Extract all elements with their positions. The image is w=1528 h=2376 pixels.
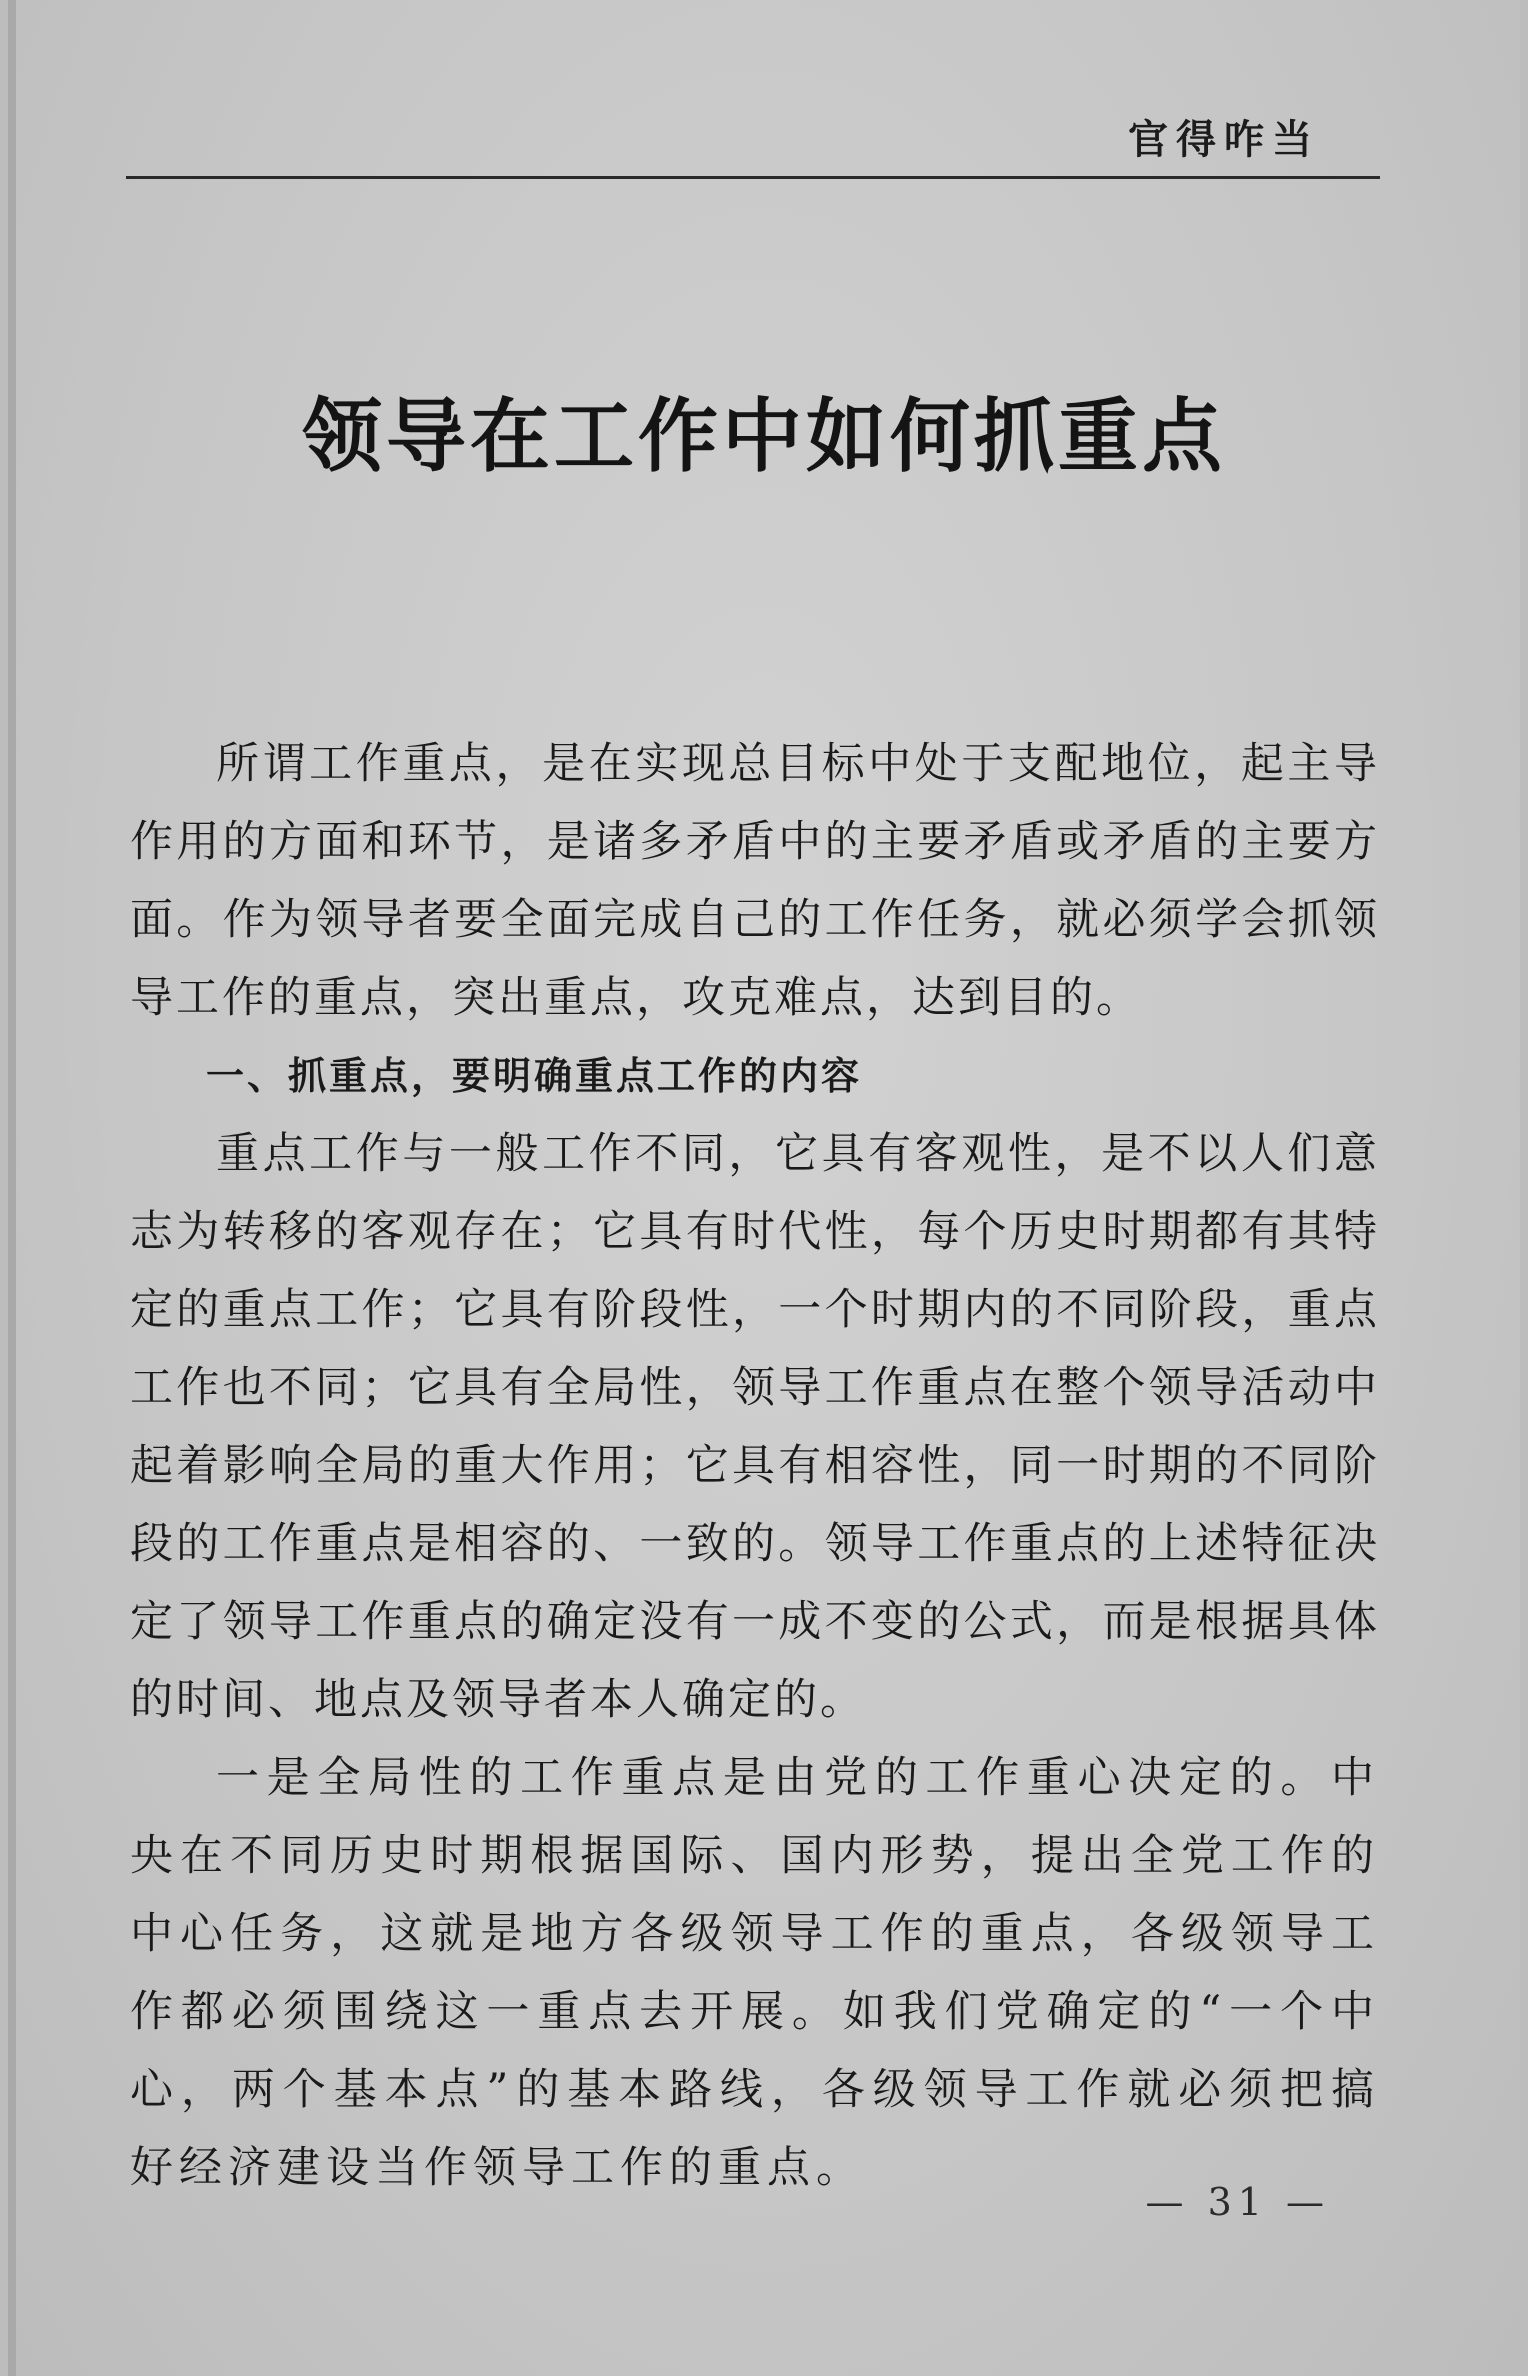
article-body	[130, 725, 1380, 2207]
paragraph-first-point: 一是全局性的工作重点是由党的工作重心决定的。中央在不同历史时期根据国际、国内形势，提出全党工作的中心任务，这就是地方各级领导工作的重点，各级领导工作都必须围绕这一重点去开展。如我们党确定的“一个中心，两个基本点”的基本路线，各级领导工作就必须把搞好经济建设当作领导工作的重点。	[130, 1753, 1380, 2193]
section-heading: 一、抓重点，要明确重点工作的内容	[206, 1054, 863, 1098]
page-edge-shadow	[8, 0, 16, 2376]
running-header-title: 官得咋当	[1128, 117, 1320, 163]
book-page	[8, 0, 1520, 2376]
paragraph-intro: 所谓工作重点，是在实现总目标中处于支配地位，起主导作用的方面和环节，是诸多矛盾中的主要矛盾或矛盾的主要方面。作为领导者要全面完成自己的工作任务，就必须学会抓领导工作的重点，突出重点，攻克难点，达到目的。	[130, 739, 1380, 1023]
article-title: 领导在工作中如何抓重点	[302, 389, 1226, 483]
paragraph-characteristics: 重点工作与一般工作不同，它具有客观性，是不以人们意志为转移的客观存在；它具有时代性，每个历史时期都有其特定的重点工作；它具有阶段性，一个时期内的不同阶段，重点工作也不同；它具有全局性，领导工作重点在整个领导活动中起着影响全局的重大作用；它具有相容性，同一时期的不同阶段的工作重点是相容的、一致的。领导工作重点的上述特征决定了领导工作重点的确定没有一成不变的公式，而是根据具体的时间、地点及领导者本人确定的。	[130, 1129, 1380, 1725]
page-number: — 31 —	[1145, 2180, 1330, 2224]
header-divider	[126, 176, 1380, 179]
